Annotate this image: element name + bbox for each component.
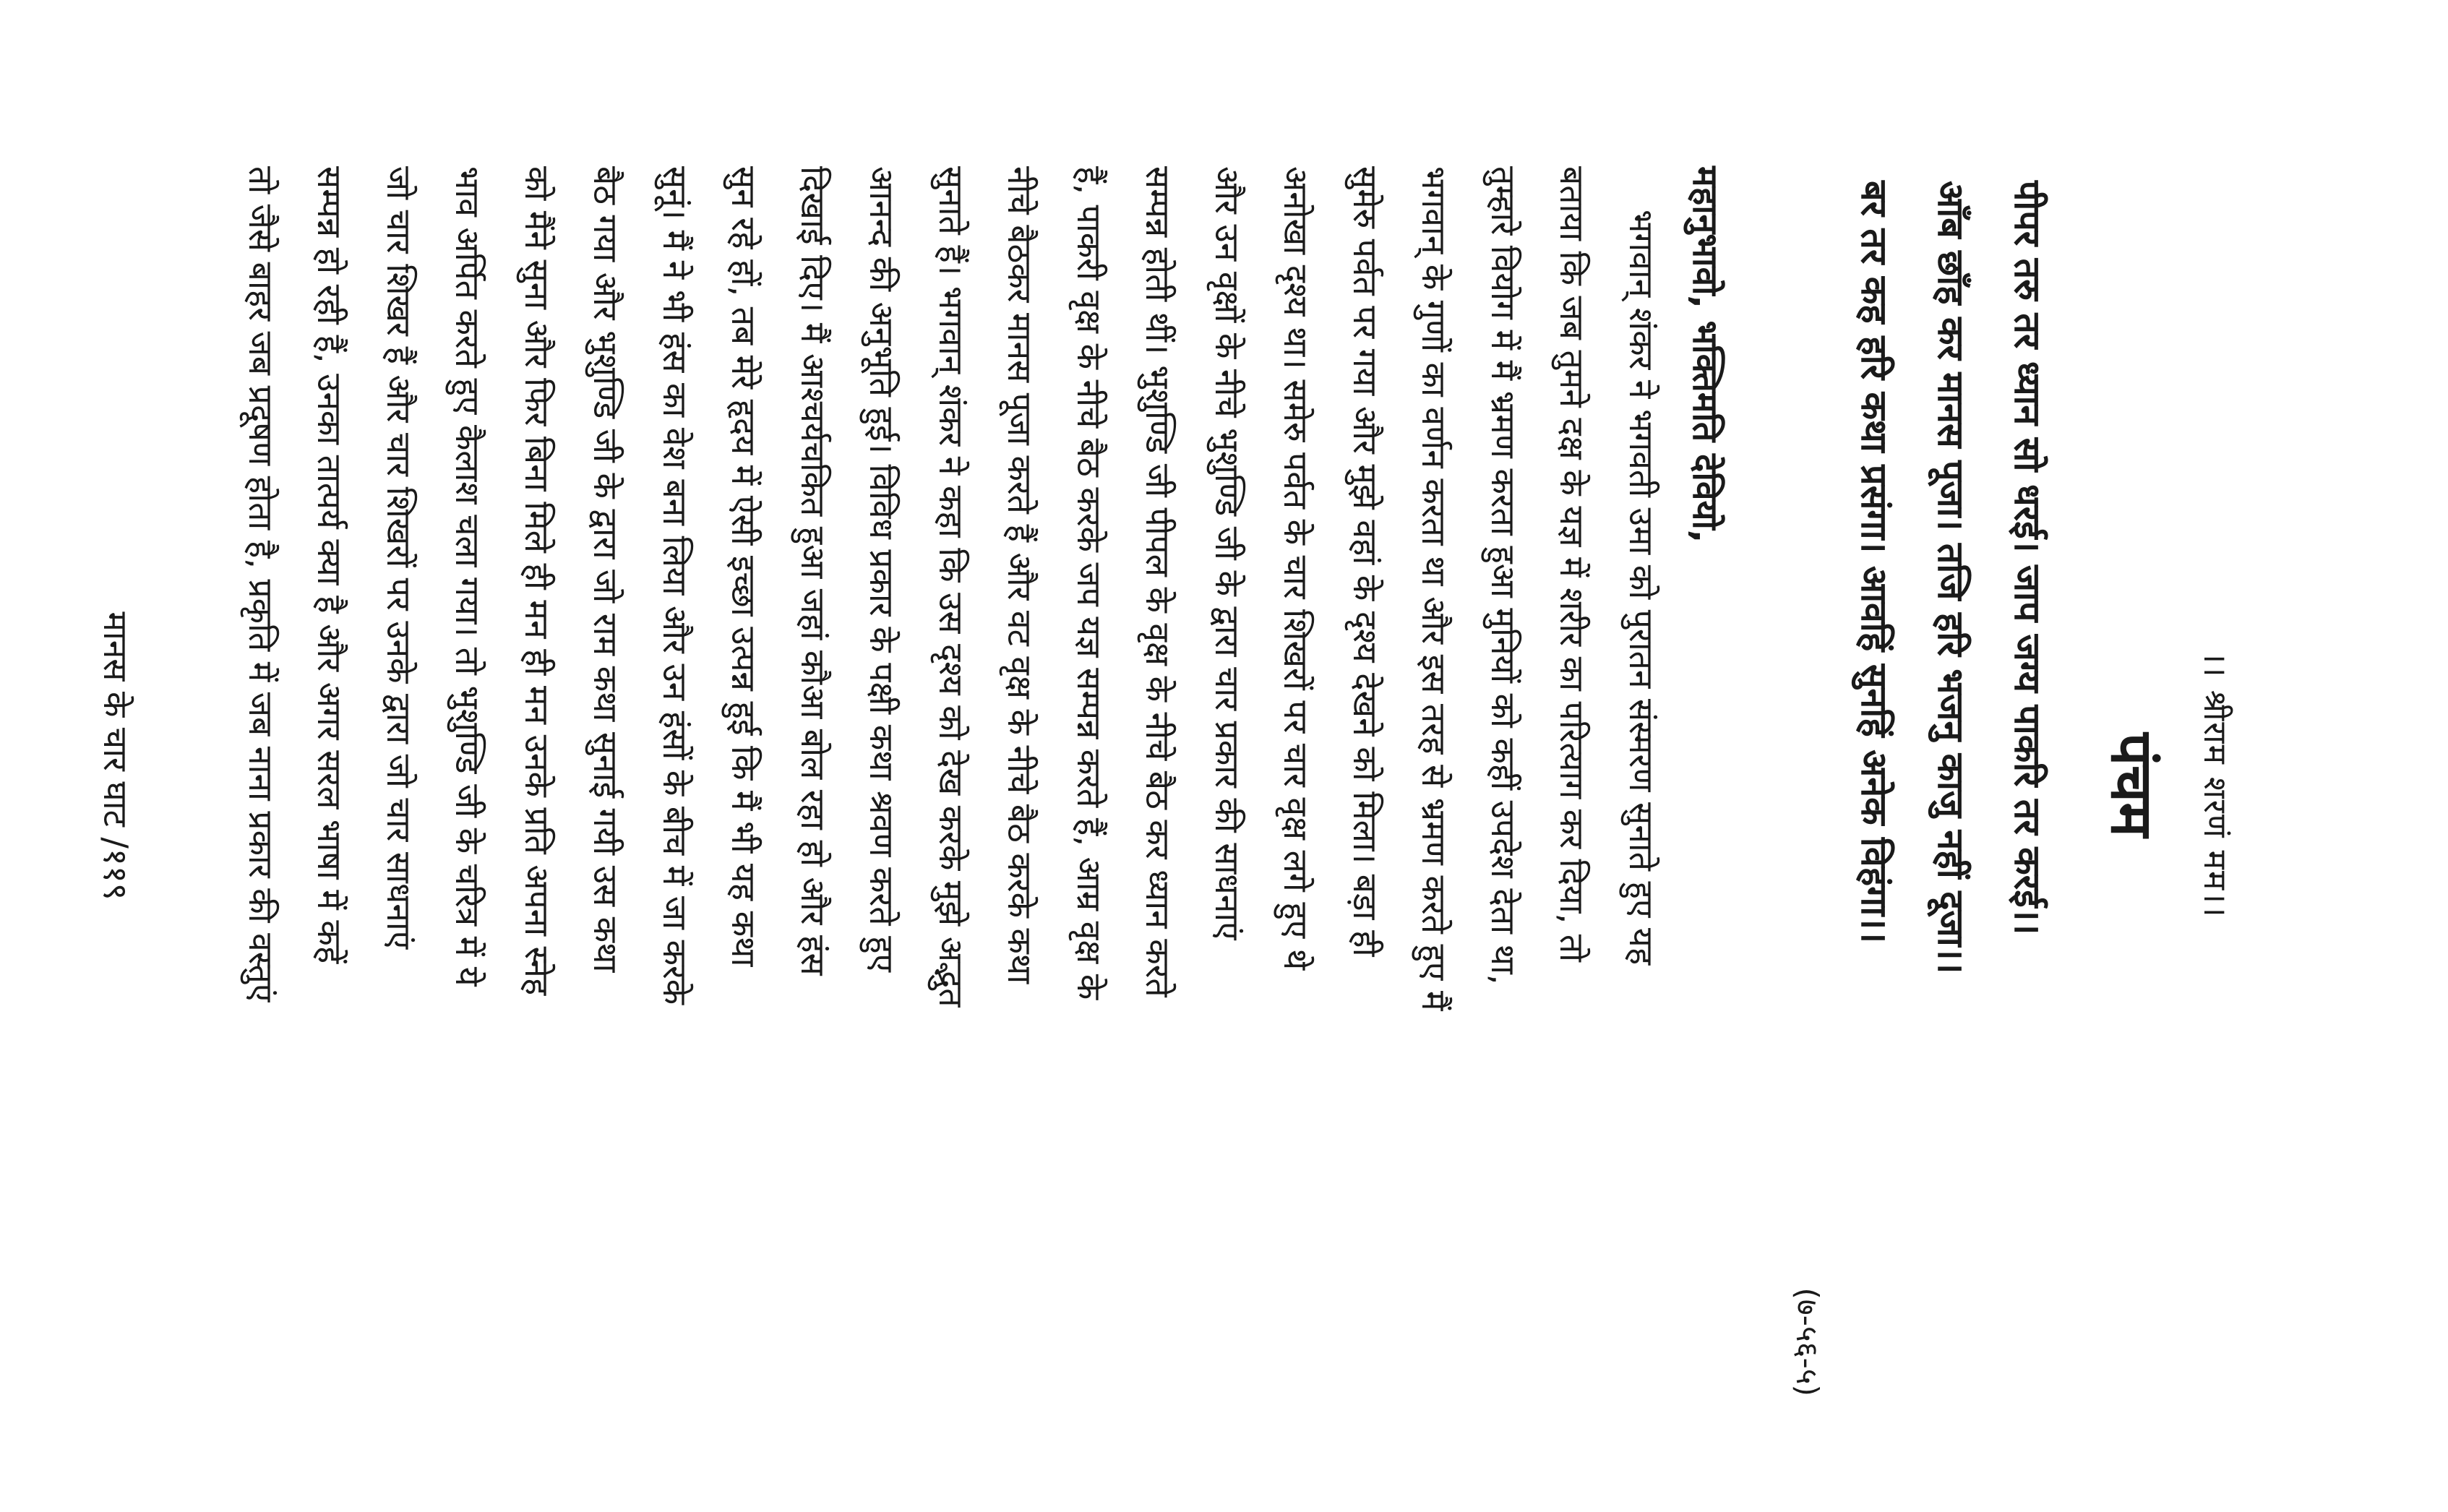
verse-line: आँब छाँह कर मानस पूजा। तजि हरि भजनु काजु नहीं दूजा।। — [1930, 181, 1972, 974]
verse-line: पीपर तरु तर ध्यान सो धरई। जाप जग्य पाकरि तर करई।। — [2006, 181, 2048, 935]
verse-reference: (७-५६-५) — [1790, 1287, 1825, 1396]
body-line: भगवान् के गुणों का वर्णन करता था और इस तरह से भ्रमण करते हुए मैं — [1414, 166, 1454, 1011]
body-line: भाव अर्पित करते हुए कैलाश चला गया। तो भुशुण्डि जी के चरित्र में ये — [448, 166, 488, 987]
body-line: हैं, पाकरी वृक्ष के नीचे बैठ करके जप यज्ञ सम्पन्न करते हैं, आम्र वृक्ष के — [1070, 166, 1109, 1000]
body-line: अनोखा दृश्य था। समेरु पर्वत के चार शिखरों पर चार वृक्ष लगे हुए थे — [1276, 166, 1316, 971]
body-line: बैठ गया और भुशुण्डि जी के द्वारा जो राम कथा सुनाई गयी उस कथा — [586, 166, 626, 973]
body-line: सम्पन्न होती थीं। भुशुण्डि जी पीपल के वृक्ष के नीचे बैठ कर ध्यान करते — [1138, 166, 1178, 997]
body-line: सुन रहे हों, तब मेरे हृदय में ऐसी इच्छा उत्पन्न हुई कि मैं भी यह कथा — [724, 166, 764, 967]
body-line: जो चार शिखर हैं और चार शिखरों पर उनके द्वारा जो चार साधनाएं — [379, 166, 418, 950]
chapter-heading: पंचम — [2098, 732, 2165, 838]
invocation-mantra: ।। श्रीराम शरणं मम।। — [2196, 651, 2233, 919]
body-line: को मैंने सुना और फिर बिना मिले ही मन ही मन उनके प्रति अपना स्नेह — [517, 166, 557, 996]
body-line: नीचे बैठकर मानस पूजा करते हैं और वट वृक्ष के नीचे बैठ करके कथा — [1000, 166, 1040, 984]
body-line: बताया कि जब तुमने दक्ष के यज्ञ में शरीर का परित्याग कर दिया, तो — [1552, 166, 1592, 962]
body-line: दिखाई दिए। मैं आश्चर्यचकित हुआ जहां कौआ बोल रहा हो और हंस — [794, 166, 833, 976]
body-line: भगवान् शंकर ने भगवती उमा को पुरातन संस्मरण सुनाते हुए यह — [1622, 210, 1661, 966]
body-line: और उन वृक्षों के नीचे भुशुण्डि जी के द्वारा चार प्रकार की साधनाएं — [1208, 166, 1247, 940]
verse-block — [1836, 166, 2066, 1404]
salutation: महानुभावो, भक्तिमति देवियो, — [1685, 166, 1725, 544]
body-line: आनन्द की अनुभूति हुई। विविध प्रकार के पक्षी कथा श्रवण करते हुए — [862, 166, 902, 972]
body-line: तो जैसे बाहर जब प्रदूषण होता है, प्रकृति में जब नाना प्रकार की वस्तुएं — [241, 166, 280, 1002]
body-line: सुमेरु पर्वत पर गया और मुझे वहां के दृश्य देखने को मिला। बड़ा ही — [1346, 166, 1385, 957]
body-line: सुनूं। मैं ने भी हंस का वेश बना लिया और उन हंसों के बीच में जा करके — [656, 166, 695, 1005]
verse-line: बर तर कह हरि कथा प्रसंगा। आवहिं सुनहिं अनेक विहंगा।। — [1853, 181, 1895, 944]
body-line: सम्पन्न हो रही हैं, उनका तात्पर्य क्या है और अगर सरल भाषा में कहें — [310, 166, 350, 964]
page-footer: मानस के चार घाट /११९ — [96, 611, 135, 901]
body-line: तुम्हारे वियोग में मैं भ्रमण करता हुआ मुनियों को कहीं उपदेश देता था, — [1484, 166, 1523, 985]
body-line: सुनाते हैं। भगवान् शंकर ने कहा कि उस दृश्य को देख करके मुझे अद्भुत — [932, 166, 971, 1008]
body-paragraph — [226, 166, 1676, 1404]
